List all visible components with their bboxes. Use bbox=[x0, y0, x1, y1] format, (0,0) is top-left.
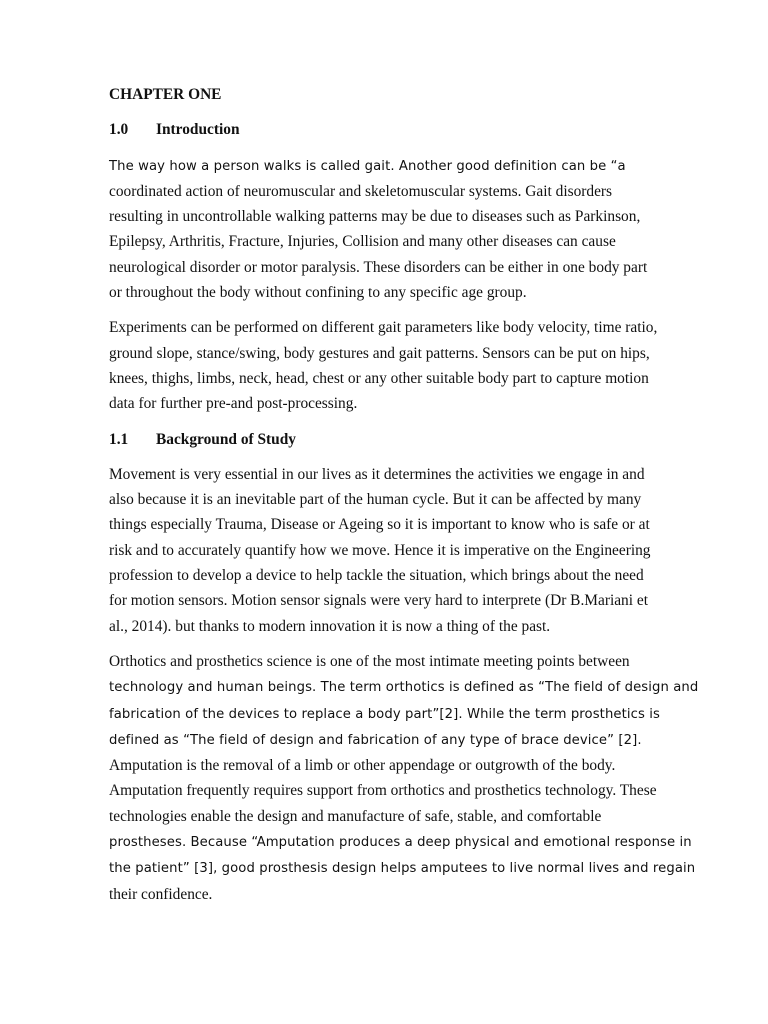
section-number: 1.1 bbox=[109, 430, 129, 448]
text-run-serif: Amputation frequently requires support from orthotics and prosthetics technology. These bbox=[109, 782, 657, 800]
text-line bbox=[109, 855, 696, 881]
document-body bbox=[109, 82, 699, 917]
text-line bbox=[109, 315, 667, 340]
text-line bbox=[109, 255, 667, 280]
text-run-serif: resulting in uncontrollable walking patterns may be due to diseases such as Parkinson, bbox=[109, 208, 641, 226]
text-run-serif: or throughout the body without confining to any specific age group. bbox=[109, 284, 527, 302]
text-line bbox=[109, 487, 667, 512]
section-title: Background of Study bbox=[156, 430, 296, 448]
text-line bbox=[109, 538, 667, 563]
text-run-serif: their confidence. bbox=[109, 885, 213, 903]
text-run-serif: data for further pre-and post-processing. bbox=[109, 395, 358, 413]
text-line bbox=[109, 462, 667, 487]
text-run-serif: Orthotics and prosthetics science is one of the most intimate meeting points between bbox=[109, 652, 630, 670]
text-line bbox=[109, 229, 667, 254]
text-line bbox=[109, 204, 667, 229]
text-line bbox=[109, 179, 667, 204]
text-run-serif: Experiments can be performed on different gait parameters like body velocity, time ratio, bbox=[109, 319, 658, 337]
text-line bbox=[109, 829, 692, 855]
text-line bbox=[109, 727, 667, 753]
chapter-title: CHAPTER ONE bbox=[109, 86, 222, 103]
text-line bbox=[109, 280, 667, 305]
text-run-sans: technology and human beings. The term orthotics is defined as “The field of design and bbox=[109, 680, 699, 696]
section-heading bbox=[109, 427, 667, 452]
text-line bbox=[109, 341, 667, 366]
text-line bbox=[109, 649, 667, 674]
text-run-serif: ground slope, stance/swing, body gestures and gait patterns. Sensors can be put on hips, bbox=[109, 344, 650, 362]
paragraph bbox=[109, 462, 667, 639]
text-run-serif: profession to develop a device to help tackle the situation, which brings about the need bbox=[109, 567, 644, 585]
text-run-serif: knees, thighs, limbs, neck, head, chest or any other suitable body part to capture motion bbox=[109, 369, 649, 387]
paragraph bbox=[109, 649, 699, 907]
text-run-serif: technologies enable the design and manufacture of safe, stable, and comfortable bbox=[109, 807, 602, 825]
text-run-sans: prostheses. Because “Amputation produces a deep physical and emotional response in bbox=[109, 835, 692, 851]
text-line bbox=[109, 153, 667, 179]
text-run-serif: coordinated action of neuromuscular and skeletomuscular systems. Gait disorders bbox=[109, 182, 613, 200]
text-run-sans: defined as “The field of design and fabrication of any type of brace device” [2]. bbox=[109, 732, 642, 748]
text-run-serif: for motion sensors. Motion sensor signals were very hard to interprete (Dr B.Mariani et bbox=[109, 592, 648, 610]
text-run-serif: risk and to accurately quantify how we move. Hence it is imperative on the Engineering bbox=[109, 541, 651, 559]
text-line bbox=[109, 674, 699, 700]
section-number: 1.0 bbox=[109, 121, 129, 139]
paragraph bbox=[109, 153, 667, 306]
text-run-serif: al., 2014). but thanks to modern innovation it is now a thing of the past. bbox=[109, 617, 551, 635]
text-line bbox=[109, 804, 667, 829]
text-line bbox=[109, 614, 667, 639]
section-title: Introduction bbox=[156, 121, 240, 139]
text-line bbox=[109, 512, 667, 537]
text-run-serif: Amputation is the removal of a limb or other appendage or outgrowth of the body. bbox=[109, 757, 616, 775]
text-line bbox=[109, 563, 667, 588]
text-run-serif: neurological disorder or motor paralysis. These disorders can be either in one body part bbox=[109, 258, 648, 276]
text-run-serif: Movement is very essential in our lives as it determines the activities we engage in and bbox=[109, 465, 645, 483]
text-line bbox=[109, 588, 667, 613]
text-line bbox=[109, 882, 667, 907]
text-run-sans: The way how a person walks is called gait. Another good definition can be “a bbox=[109, 158, 626, 174]
text-run-serif: also because it is an inevitable part of the human cycle. But it can be affected by many bbox=[109, 491, 642, 509]
section-heading bbox=[109, 117, 667, 142]
text-run-serif: Epilepsy, Arthritis, Fracture, Injuries, Collision and many other diseases can cause bbox=[109, 233, 616, 251]
text-line bbox=[109, 778, 667, 803]
text-line bbox=[109, 701, 667, 727]
text-run-sans: fabrication of the devices to replace a body part”[2]. While the term prosthetics is bbox=[109, 706, 660, 722]
text-run-serif: things especially Trauma, Disease or Ageing so it is important to know who is safe or at bbox=[109, 516, 650, 534]
paragraph bbox=[109, 315, 667, 416]
text-line bbox=[109, 391, 667, 416]
text-line bbox=[109, 366, 667, 391]
text-line bbox=[109, 753, 667, 778]
text-run-sans: the patient” [3], good prosthesis design helps amputees to live normal lives and regain bbox=[109, 861, 696, 877]
